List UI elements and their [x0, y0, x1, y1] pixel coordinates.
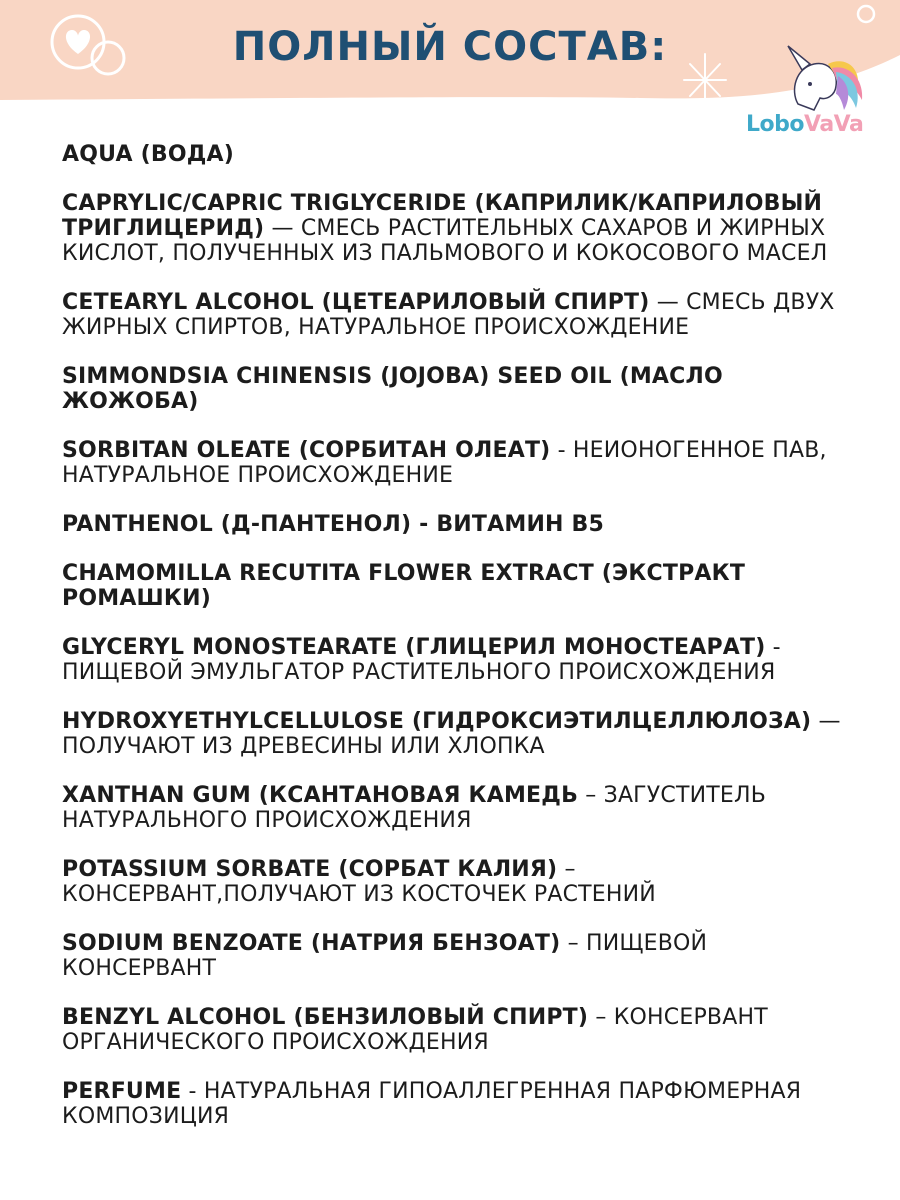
ingredient-item — [62, 1079, 862, 1129]
ingredient-desc: - ПИЩЕВОЙ ЭМУЛЬГАТОР РАСТИТЕЛЬНОГО ПРОИСХОЖДЕНИЯ — [62, 635, 781, 685]
ingredient-item — [62, 1005, 862, 1055]
ingredient-desc: - НАТУРАЛЬНАЯ ГИПОАЛЛЕГРЕННАЯ ПАРФЮМЕРНАЯ КОМПОЗИЦИЯ — [62, 1079, 802, 1129]
logo-part-vava: VaVa — [804, 112, 864, 137]
ingredient-name: AQUA (ВОДА) — [62, 142, 235, 167]
ingredient-item — [62, 857, 862, 907]
ingredient-desc: – КОНСЕРВАНТ ОРГАНИЧЕСКОГО ПРОИСХОЖДЕНИЯ — [62, 1005, 768, 1055]
ingredient-item — [62, 512, 862, 537]
ingredient-name: CETEARYL ALCOHOL (ЦЕТЕАРИЛОВЫЙ СПИРТ) — [62, 290, 650, 315]
ingredient-item — [62, 931, 862, 981]
ingredient-desc: — СМЕСЬ ДВУХ ЖИРНЫХ СПИРТОВ, НАТУРАЛЬНОЕ ПРОИСХОЖДЕНИЕ — [62, 290, 835, 340]
ingredient-item — [62, 142, 862, 167]
ingredient-desc: – КОНСЕРВАНТ,ПОЛУЧАЮТ ИЗ КОСТОЧЕК РАСТЕНИЙ — [62, 857, 656, 907]
ingredient-name: BENZYL ALCOHOL (БЕНЗИЛОВЫЙ СПИРТ) — [62, 1005, 589, 1030]
ingredient-name: SORBITAN OLEATE (СОРБИТАН ОЛЕАТ) — [62, 438, 551, 463]
ingredient-item — [62, 561, 862, 611]
ingredient-desc: — СМЕСЬ РАСТИТЕЛЬНЫХ САХАРОВ И ЖИРНЫХ КИСЛОТ, ПОЛУЧЕННЫХ ИЗ ПАЛЬМОВОГО И КОКОСОВОГО МАСЕЛ — [62, 216, 828, 266]
ingredient-name: PANTHENOL (Д-ПАНТЕНОЛ) - ВИТАМИН B5 — [62, 512, 605, 537]
ingredient-desc: – ПИЩЕВОЙ КОНСЕРВАНТ — [62, 931, 708, 981]
ingredient-item — [62, 709, 862, 759]
ingredient-name: XANTHAN GUM (КСАНТАНОВАЯ КАМЕДЬ — [62, 783, 579, 808]
ingredient-name: HYDROXYETHYLCELLULOSE (ГИДРОКСИЭТИЛЦЕЛЛЮЛОЗА) — [62, 709, 812, 734]
ingredient-item — [62, 364, 862, 414]
brand-logo — [746, 112, 863, 137]
ingredient-desc: — ПОЛУЧАЮТ ИЗ ДРЕВЕСИНЫ ИЛИ ХЛОПКА — [62, 709, 841, 759]
ingredient-name: SIMMONDSIA CHINENSIS (JOJOBA) SEED OIL (МАСЛО ЖОЖОБА) — [62, 364, 723, 414]
ingredient-name: CAPRYLIC/CAPRIC TRIGLYCERIDE (КАПРИЛИК/КАПРИЛОВЫЙ ТРИГЛИЦЕРИД) — [62, 191, 823, 241]
ingredient-name: PERFUME — [62, 1079, 182, 1104]
ingredient-item — [62, 438, 862, 488]
ingredient-name: POTASSIUM SORBATE (СОРБАТ КАЛИЯ) — [62, 857, 558, 882]
ingredient-desc: - НЕИОНОГЕННОЕ ПАВ, НАТУРАЛЬНОЕ ПРОИСХОЖДЕНИЕ — [62, 438, 827, 488]
ingredient-name: GLYCERYL MONOSTEARATE (ГЛИЦЕРИЛ МОНОСТЕАРАТ) — [62, 635, 766, 660]
ingredient-name: SODIUM BENZOATE (НАТРИЯ БЕНЗОАТ) — [62, 931, 561, 956]
page-title: ПОЛНЫЙ СОСТАВ: — [232, 24, 668, 70]
ingredient-item — [62, 783, 862, 833]
ingredient-desc: – ЗАГУСТИТЕЛЬ НАТУРАЛЬНОГО ПРОИСХОЖДЕНИЯ — [62, 783, 767, 833]
ingredient-item — [62, 635, 862, 685]
ingredient-item — [62, 290, 862, 340]
ingredients-list — [62, 142, 862, 1153]
ingredient-item — [62, 191, 862, 266]
logo-part-lobo: Lobo — [746, 112, 804, 137]
ingredient-name: CHAMOMILLA RECUTITA FLOWER EXTRACT (ЭКСТРАКТ РОМАШКИ) — [62, 561, 746, 611]
